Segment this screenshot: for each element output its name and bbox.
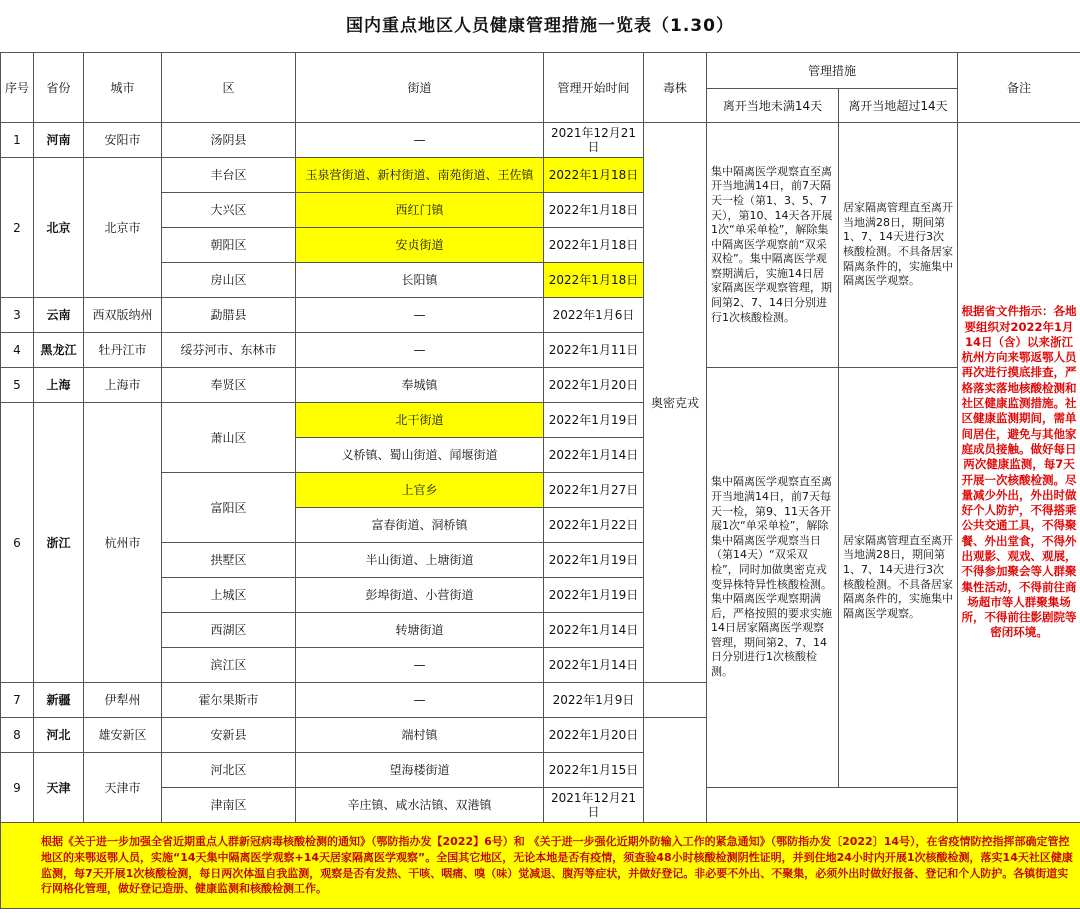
measures-table [0,52,1080,909]
city-cell: 安阳市 [84,123,162,158]
header-seq: 序号 [1,53,34,123]
header-start-time: 管理开始时间 [544,53,644,123]
province-cell: 云南 [34,298,84,333]
district-cell: 富阳区 [162,473,296,543]
strain-cell: 奥密克戎 [644,123,707,683]
district-cell: 萧山区 [162,403,296,473]
street-cell: 北干街道 [296,403,544,438]
district-cell: 拱墅区 [162,543,296,578]
district-cell: 霍尔果斯市 [162,683,296,718]
date-cell: 2022年1月18日 [544,158,644,193]
strain-blank-cell [644,718,707,823]
street-cell: — [296,333,544,368]
street-cell: 长阳镇 [296,263,544,298]
district-cell: 房山区 [162,263,296,298]
seq-cell: 7 [1,683,34,718]
province-cell: 河南 [34,123,84,158]
province-cell: 浙江 [34,403,84,683]
street-cell: — [296,648,544,683]
seq-cell: 1 [1,123,34,158]
header-row [1,53,1080,89]
district-cell: 河北区 [162,753,296,788]
street-cell: 望海楼街道 [296,753,544,788]
district-cell: 朝阳区 [162,228,296,263]
street-cell: 玉泉营街道、新村街道、南苑街道、王佐镇 [296,158,544,193]
measures-under14-group2: 集中隔离医学观察直至离开当地满14日，前7天每天一检，第9、11天各开展1次“单采单检”，解除集中隔离医学观察当日（第14天）“双采双检”，同时加做奥密克戎变异株特异性核酸检测。集中隔离医学观察期满后，严格按照的要求实施14日居家隔离医学观察管理，期间第2、7、14日分别进行1次核酸检测。 [707,368,839,788]
table-row [1,368,1080,403]
date-cell: 2021年12月21日 [544,123,644,158]
header-street: 街道 [296,53,544,123]
district-cell: 西湖区 [162,613,296,648]
header-measures: 管理措施 [707,53,958,89]
district-cell: 汤阴县 [162,123,296,158]
street-cell: 转塘街道 [296,613,544,648]
date-cell: 2022年1月19日 [544,403,644,438]
seq-cell: 5 [1,368,34,403]
seq-cell: 2 [1,158,34,298]
header-city: 城市 [84,53,162,123]
seq-cell: 6 [1,403,34,683]
city-cell: 上海市 [84,368,162,403]
city-cell: 北京市 [84,158,162,298]
date-cell: 2021年12月21日 [544,788,644,823]
header-strain: 毒株 [644,53,707,123]
header-under14: 离开当地未满14天 [707,89,839,123]
district-cell: 奉贤区 [162,368,296,403]
district-cell: 绥芬河市、东林市 [162,333,296,368]
date-cell: 2022年1月19日 [544,578,644,613]
header-over14: 离开当地超过14天 [839,89,958,123]
measures-over14-group1: 居家隔离管理直至离开当地满28日，期间第1、7、14天进行3次核酸检测。不具备居家隔离条件的，实施集中隔离医学观察。 [839,123,958,368]
seq-cell: 9 [1,753,34,823]
district-cell: 勐腊县 [162,298,296,333]
date-cell: 2022年1月11日 [544,333,644,368]
street-cell: 半山街道、上塘街道 [296,543,544,578]
city-cell: 雄安新区 [84,718,162,753]
province-cell: 黑龙江 [34,333,84,368]
street-cell: 彭埠街道、小营街道 [296,578,544,613]
street-cell: 西红门镇 [296,193,544,228]
district-cell: 安新县 [162,718,296,753]
table-row [1,123,1080,158]
district-cell: 津南区 [162,788,296,823]
date-cell: 2022年1月22日 [544,508,644,543]
table-row [1,788,1080,823]
date-cell: 2022年1月6日 [544,298,644,333]
district-cell: 上城区 [162,578,296,613]
street-cell: — [296,298,544,333]
date-cell: 2022年1月18日 [544,193,644,228]
province-cell: 上海 [34,368,84,403]
header-province: 省份 [34,53,84,123]
city-cell: 西双版纳州 [84,298,162,333]
province-cell: 天津 [34,753,84,823]
street-cell: 端村镇 [296,718,544,753]
city-cell: 天津市 [84,753,162,823]
date-cell: 2022年1月18日 [544,228,644,263]
header-remark: 备注 [958,53,1080,123]
date-cell: 2022年1月14日 [544,613,644,648]
measures-under14-group1: 集中隔离医学观察直至离开当地满14日，前7天隔天一检（第1、3、5、7天），第10、14天各开展1次“单采单检”，解除集中隔离医学观察前“双采双检”。集中隔离医学观察期满后，实施14日居家隔离医学观察管理，期间第2、7、14日分别进行1次核酸检测。 [707,123,839,368]
seq-cell: 4 [1,333,34,368]
street-cell: 富春街道、洞桥镇 [296,508,544,543]
street-cell: 上官乡 [296,473,544,508]
street-cell: 义桥镇、蜀山街道、闻堰街道 [296,438,544,473]
footer-note: 根据《关于进一步加强全省近期重点人群新冠病毒核酸检测的通知》（鄂防指办发【2022】6号）和 《关于进一步强化近期外防输入工作的紧急通知》（鄂防指办发〔2022〕14号），在省疫情防控指挥部确定管控地区的来鄂返鄂人员，实施“14天集中隔离医学观察+14天居家隔离医学观察”。全国其它地区，无论本地是否有疫情，须查验48小时核酸检测阴性证明，并到住地24小时内开展1次核酸检测，落实14天社区健康监测，每7天开展1次核酸检测，每日两次体温自我监测，观察是否有发热、干咳、咽痛、嗅（味）觉减退、腹泻等症状，并做好登记。非必要不外出、不聚集，必须外出时做好报备、登记和个人防护。各镇街道实行网格化管理，做好登记造册、健康监测和核酸检测工作。 [1,823,1080,909]
district-cell: 滨江区 [162,648,296,683]
date-cell: 2022年1月27日 [544,473,644,508]
seq-cell: 3 [1,298,34,333]
district-cell: 丰台区 [162,158,296,193]
header-district: 区 [162,53,296,123]
seq-cell: 8 [1,718,34,753]
city-cell: 杭州市 [84,403,162,683]
footer-row [1,823,1080,909]
date-cell: 2022年1月14日 [544,438,644,473]
date-cell: 2022年1月14日 [544,648,644,683]
province-cell: 河北 [34,718,84,753]
street-cell: — [296,683,544,718]
measures-over14-group2: 居家隔离管理直至离开当地满28日，期间第1、7、14天进行3次核酸检测。不具备居家隔离条件的，实施集中隔离医学观察。 [839,368,958,788]
city-cell: 伊犁州 [84,683,162,718]
date-cell: 2022年1月15日 [544,753,644,788]
date-cell: 2022年1月20日 [544,368,644,403]
date-cell: 2022年1月9日 [544,683,644,718]
street-cell: 安贞街道 [296,228,544,263]
page-title: 国内重点地区人员健康管理措施一览表（1.30） [346,16,734,36]
province-cell: 北京 [34,158,84,298]
province-cell: 新疆 [34,683,84,718]
district-cell: 大兴区 [162,193,296,228]
street-cell: — [296,123,544,158]
remark-cell: 根据省文件指示：各地要组织对2022年1月14日（含）以来浙江杭州方向来鄂返鄂人员再次进行摸底排查，严格落实落地核酸检测和社区健康监测措施。社区健康监测期间，需单间居住，避免与其他家庭成员接触。做好每日两次健康监测，每7天开展一次核酸检测。尽量减少外出，外出时做好个人防护，不得搭乘公共交通工具，不得聚餐、外出堂食，不得外出观影、观戏、观展，不得参加聚会等人群聚集性活动，不得前往商场超市等人群聚集场所，不得前往影剧院等密闭环境。 [958,123,1080,823]
date-cell: 2022年1月19日 [544,543,644,578]
date-cell: 2022年1月20日 [544,718,644,753]
street-cell: 辛庄镇、咸水沽镇、双港镇 [296,788,544,823]
city-cell: 牡丹江市 [84,333,162,368]
street-cell: 奉城镇 [296,368,544,403]
date-cell: 2022年1月18日 [544,263,644,298]
